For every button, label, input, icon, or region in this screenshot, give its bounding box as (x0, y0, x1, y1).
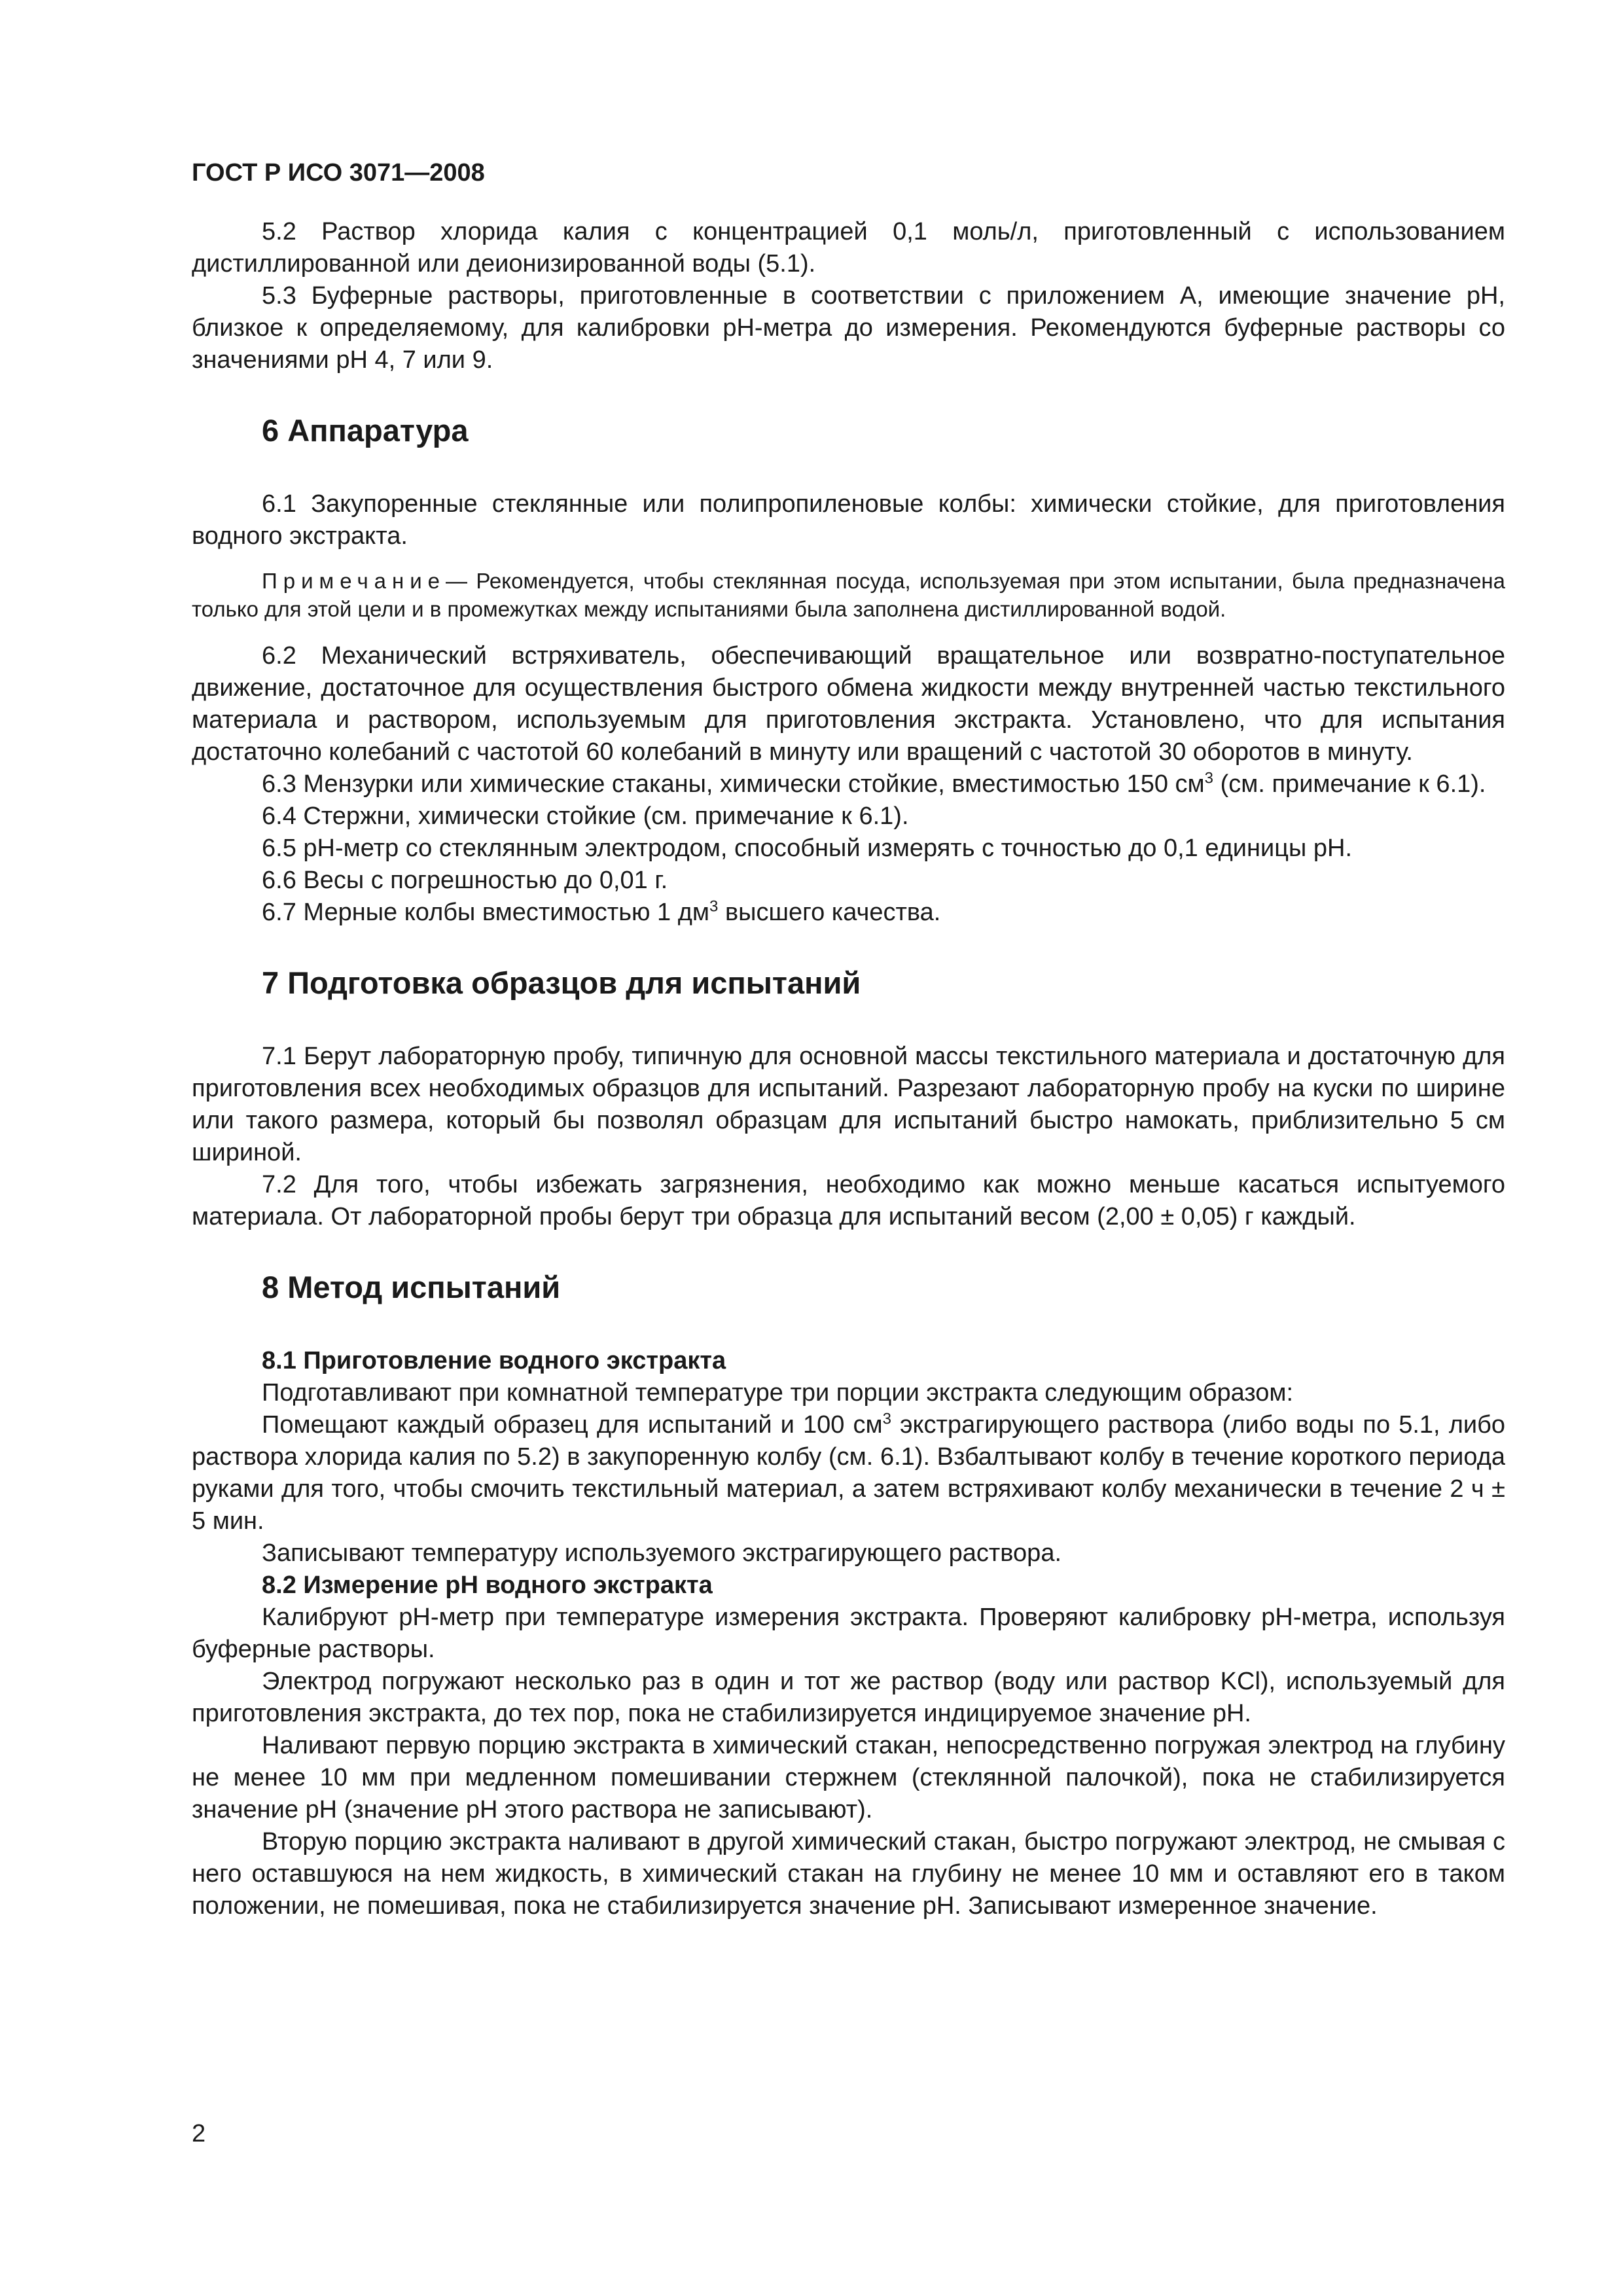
paragraph-8-1-b: Помещают каждый образец для испытаний и 100 $см^3$ экстрагирующего раствора (либо воды по 5.1, либо раствора хлорида калия по 5.2) в закупоренную колбу (см. 6.1). Взбалтывают колбу в течение короткого периода руками для того, чтобы смочить текстильный материал, а затем встряхивают колбу механически в течение 2 ч ± 5 мин. (192, 1410, 1505, 1535)
section-8-title: 8 Метод испытаний (262, 1270, 561, 1304)
paragraph-8-1-a: Подготавливают при комнатной температуре три порции экстракта следующим образом: (262, 1379, 1294, 1407)
section-6-title: 6 Аппаратура (262, 413, 469, 448)
paragraph-6-4: 6.4 Стержни, химически стойкие (см. примечание к 6.1). (262, 802, 909, 830)
document-code-header: ГОСТ Р ИСО 3071—2008 (192, 159, 485, 187)
paragraph-8-2-d: Вторую порцию экстракта наливают в другой химический стакан, быстро погружают электрод, не смывая с него оставшуюся на нем жидкость, в химический стакан на глубину не менее 10 мм и оставляют его в таком положении, не помешивая, пока не стабилизируется значение pH. Записывают измеренное значение. (192, 1828, 1505, 1920)
paragraph-6-5: 6.5 pH-метр со стеклянным электродом, способный измерять с точностью до 0,1 единицы pH. (262, 834, 1353, 862)
paragraph-6-7: 6.7 Мерные колбы вместимостью 1 $дм^3$ высшего качества. (262, 897, 941, 926)
page-number: 2 (192, 2120, 206, 2147)
paragraph-8-2-c: Наливают первую порцию экстракта в химический стакан, непосредственно погружая электрод на глубину не менее 10 мм при медленном помешивании стержнем (стеклянной палочкой), пока не стабилизируется значение pH (значение pH этого раствора не записывают). (192, 1732, 1505, 1823)
paragraph-8-1-c: Записывают температуру используемого экстрагирующего раствора. (262, 1539, 1062, 1567)
paragraph-6-2: 6.2 Механический встряхиватель, обеспечивающий вращательное или возвратно-поступательное движение, достаточное для осуществления быстрого обмена жидкости между внутренней частью текстильного материала и раствором, используемым для приготовления экстракта. Установлено, что для испытания достаточно колебаний с частотой 60 колебаний в минуту или вращений с частотой 30 оборотов в минуту. (192, 642, 1505, 766)
paragraph-8-2-b: Электрод погружают несколько раз в один и тот же раствор (воду или раствор KCl), используемый для приготовления экстракта, до тех пор, пока не стабилизируется индицируемое значение pH. (192, 1668, 1505, 1727)
document-page (192, 157, 1505, 1922)
section-7-title: 7 Подготовка образцов для испытаний (262, 965, 861, 1000)
subsection-8-2-title: 8.2 Измерение pH водного экстракта (262, 1571, 713, 1599)
note-label: Примечание (262, 569, 446, 593)
paragraph-6-3: 6.3 Мензурки или химические стаканы, химически стойкие, вместимостью 150 $см^3$ (см. примечание к 6.1). (262, 769, 1486, 798)
note-text: — Рекомендуется, чтобы стеклянная посуда, используемая при этом испытании, была предназначена только для этой цели и в промежутках между испытаниями была заполнена дистиллированной водой. (192, 569, 1505, 621)
paragraph-6-6: 6.6 Весы с погрешностью до 0,01 г. (262, 867, 668, 894)
subsection-8-1-title: 8.1 Приготовление водного экстракта (262, 1347, 726, 1374)
paragraph-7-1: 7.1 Берут лабораторную пробу, типичную для основной массы текстильного материала и достаточную для приготовления всех необходимых образцов для испытаний. Разрезают лабораторную пробу на куски по ширине или такого размера, который бы позволял образцам для испытаний быстро намокать, приблизительно 5 см шириной. (192, 1043, 1505, 1166)
paragraph-5-2: 5.2 Раствор хлорида калия с концентрацией 0,1 моль/л, приготовленный с использованием дистиллированной или деионизированной воды (5.1). (192, 218, 1505, 278)
paragraph-6-1: 6.1 Закупоренные стеклянные или полипропиленовые колбы: химически стойкие, для приготовления водного экстракта. (192, 490, 1505, 550)
paragraph-8-2-a: Калибруют pH-метр при температуре измерения экстракта. Проверяют калибровку pH-метра, используя буферные растворы. (192, 1604, 1505, 1663)
paragraph-7-2: 7.2 Для того, чтобы избежать загрязнения, необходимо как можно меньше касаться испытуемого материала. От лабораторной пробы берут три образца для испытаний весом (2,00 ± 0,05) г каждый. (192, 1171, 1505, 1230)
note-6-1 (192, 567, 1505, 623)
paragraph-5-3: 5.3 Буферные растворы, приготовленные в соответствии с приложением А, имеющие значение pH, близкое к определяемому, для калибровки pH-метра до измерения. Рекомендуются буферные растворы со значениями pH 4, 7 или 9. (192, 282, 1505, 374)
